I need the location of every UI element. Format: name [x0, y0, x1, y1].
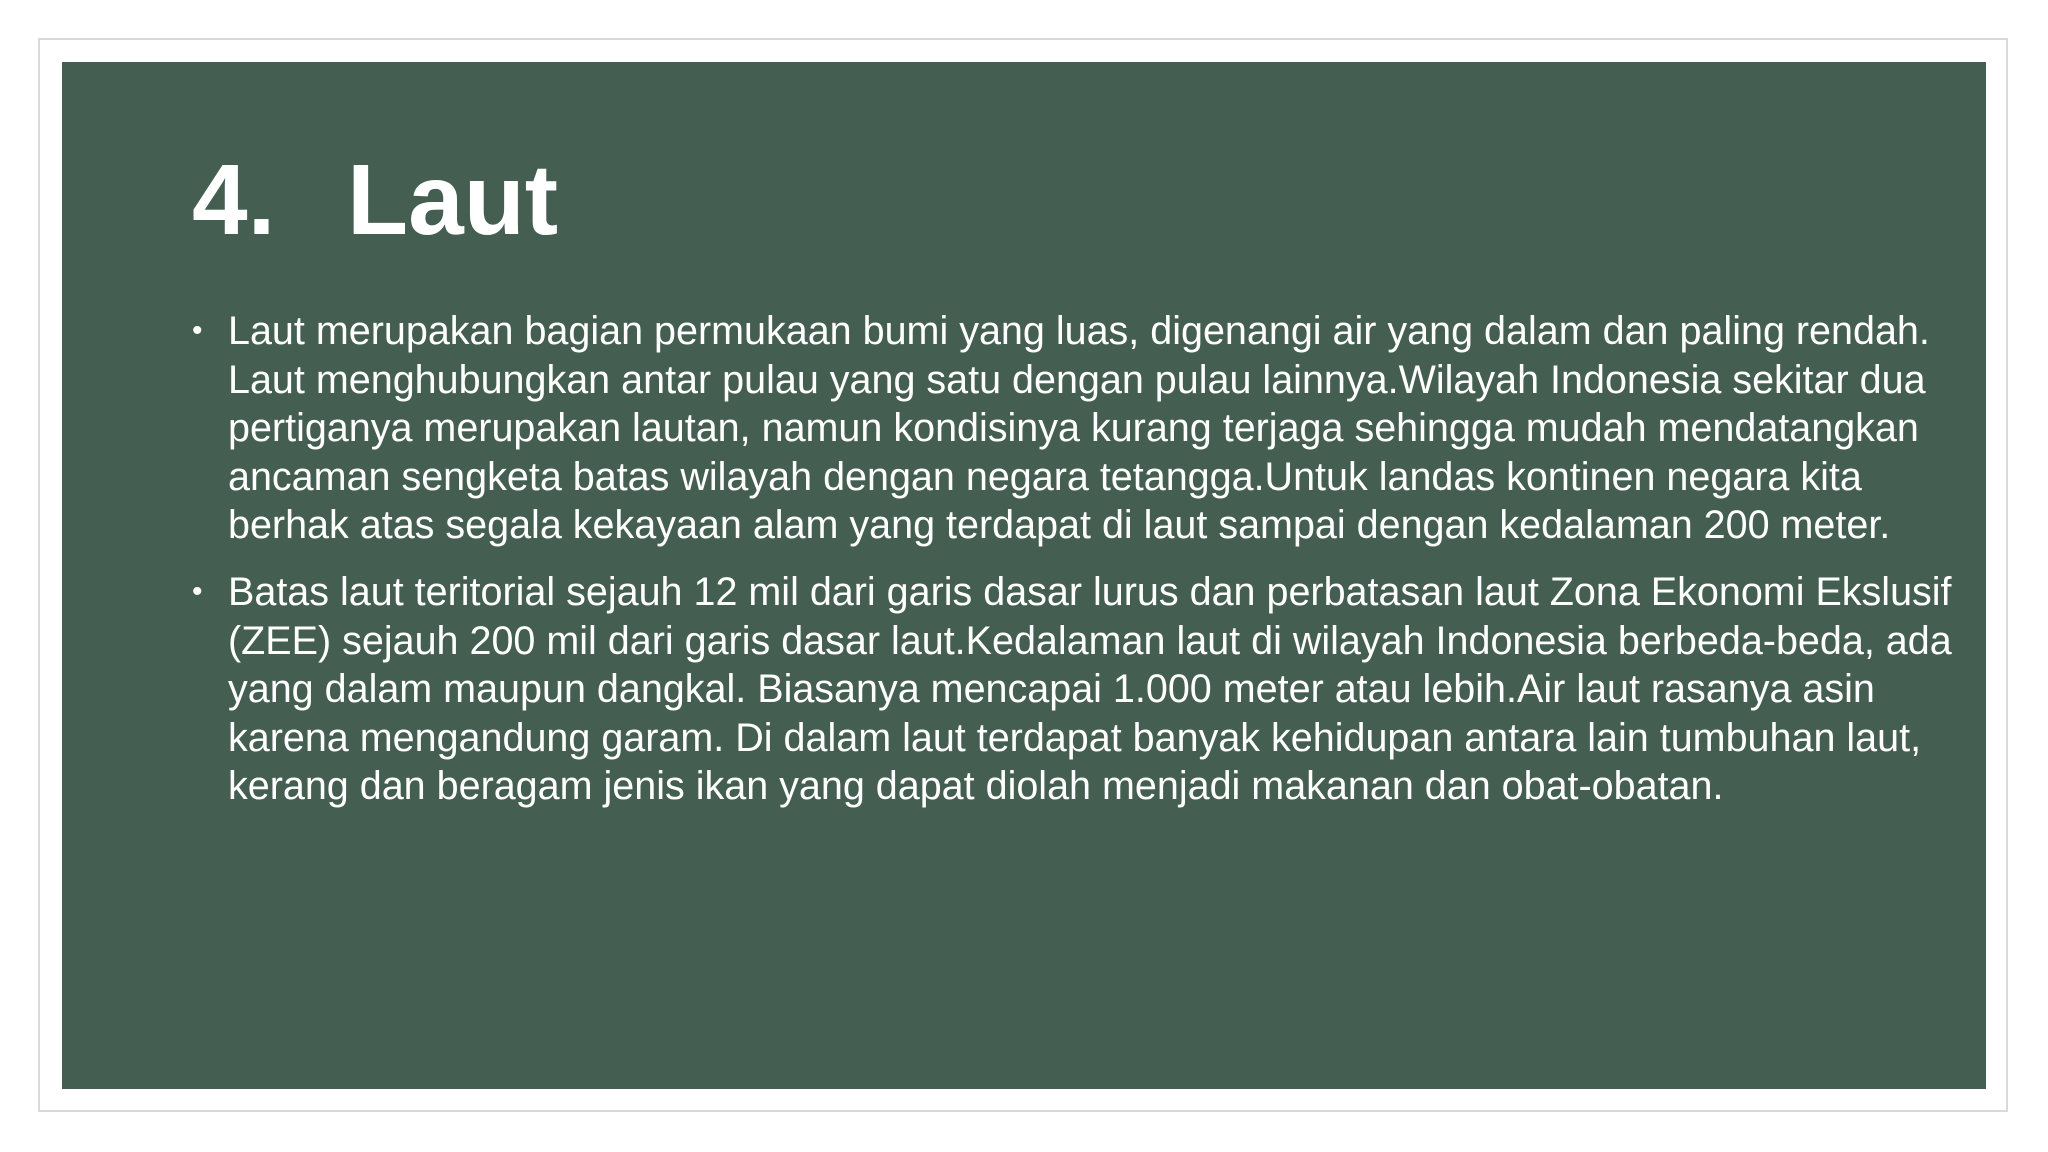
bullet-marker: • [192, 574, 203, 608]
bullet-item [192, 307, 1952, 550]
title-text: Laut [347, 144, 559, 256]
bullet-text: Batas laut teritorial sejauh 12 mil dari garis dasar lurus dan perbatasan laut Zona Ekonomi Ekslusif (ZEE) sejauh 200 mil dari garis dasar laut.Kedalaman laut di wilayah Indonesia berbeda-beda, ada yang dalam maupun dangkal. Biasanya mencapai 1.000 meter atau lebih.Air laut rasanya asin karena mengandung garam. Di dalam laut terdapat banyak kehidupan antara lain tumbuhan laut, kerang dan beragam jenis ikan yang dapat diolah menjadi makanan dan obat-obatan. [228, 569, 1952, 809]
slide-title [192, 140, 558, 260]
bullet-text: Laut merupakan bagian permukaan bumi yang luas, digenangi air yang dalam dan paling rendah. Laut menghubungkan antar pulau yang satu dengan pulau lainnya.Wilayah Indonesia sekitar dua pertiganya merupakan lautan, namun kondisinya kurang terjaga sehingga mudah mendatangkan ancaman sengketa batas wilayah dengan negara tetangga.Untuk landas kontinen negara kita berhak atas segala kekayaan alam yang terdapat di laut sampai dengan kedalaman 200 meter. [228, 309, 1930, 548]
title-number: 4. [192, 144, 276, 256]
bullet-item [192, 568, 1952, 811]
bullet-marker: • [192, 314, 203, 347]
slide [62, 62, 1986, 1089]
bullet-list [192, 307, 1952, 829]
